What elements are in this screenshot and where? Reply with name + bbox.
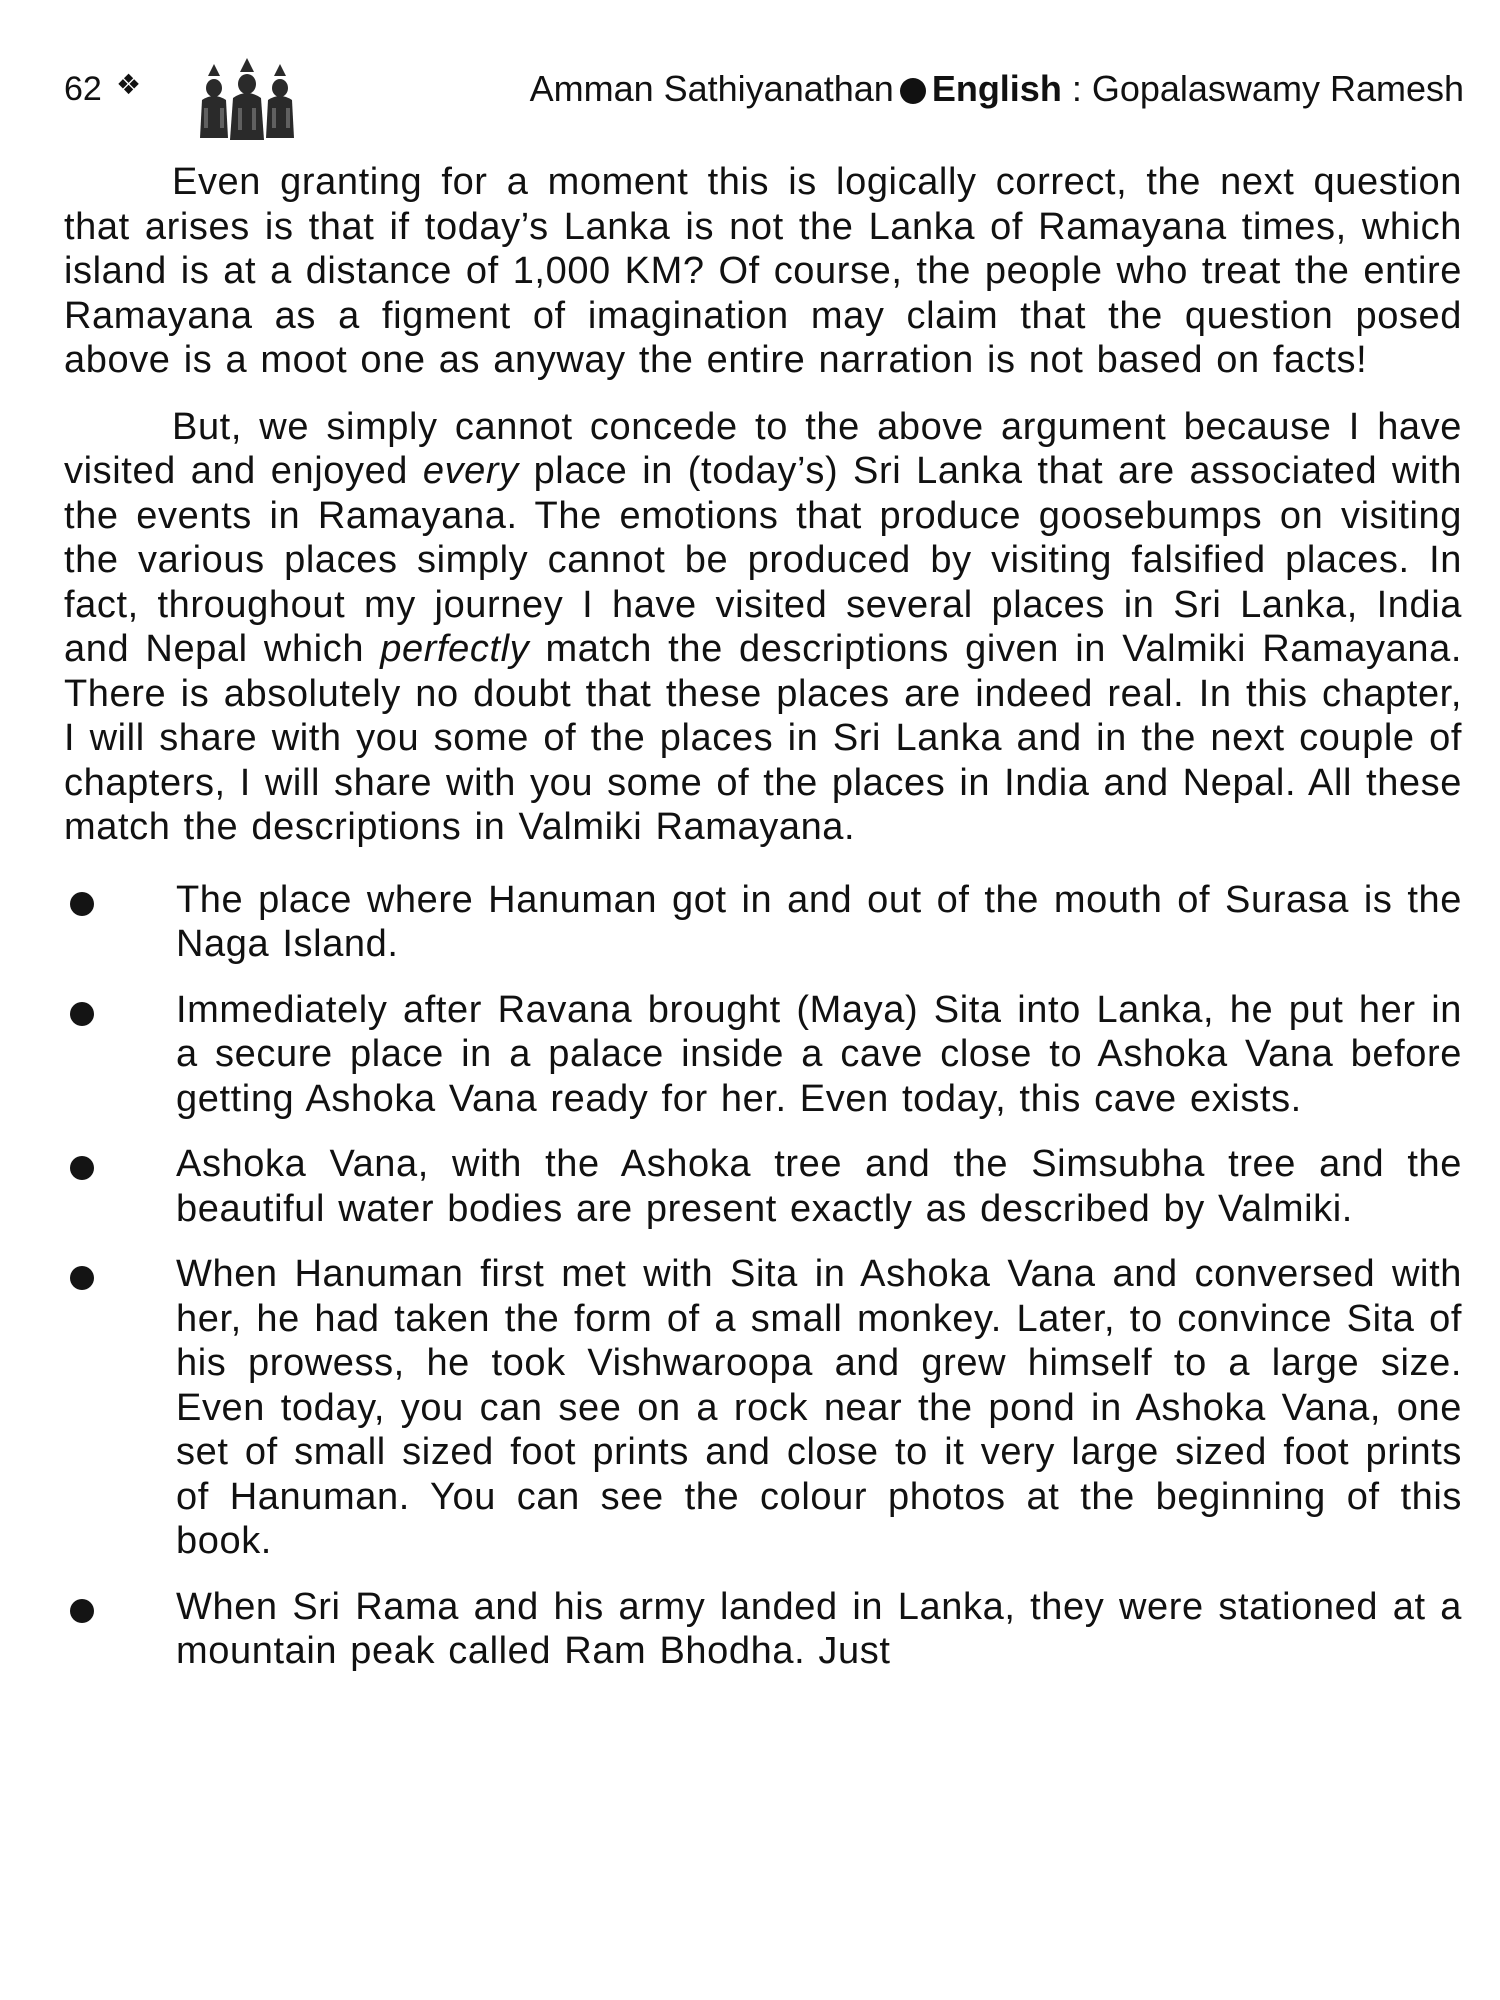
emphasis-perfectly: perfectly: [380, 628, 530, 670]
bullet-icon: [70, 1599, 94, 1623]
bullet-list: [64, 878, 1462, 1674]
language-label: English: [931, 68, 1062, 109]
bullet-icon: [70, 1156, 94, 1180]
ornament-icon: ❖: [116, 69, 142, 100]
bullet-icon: [70, 1002, 94, 1026]
list-item: When Hanuman first met with Sita in Ashoka Vana and conversed with her, he had taken the form of a small monkey. Later, to convince Sita of his prowess, he took Vishwaroopa and grew himself to a large size. Even today, you can see on a rock near the pond in Ashoka Vana, one set of small sized foot prints and close to it very large sized foot prints of Hanuman. You can see the colour photos at the beginning of this book.: [64, 1252, 1462, 1564]
deity-figures-emblem-icon: [192, 58, 302, 144]
bullet-icon: [70, 1266, 94, 1290]
paragraph: But, we simply cannot concede to the above argument because I have visited and enjoyed every place in (today’s) Sri Lanka that are associated with the events in Ramayana. The emotions that produce goosebumps on visiting the various places simply cannot be produced by visiting falsified places. In fact, throughout my journey I have visited several places in Sri Lanka, India and Nepal which perfectly match the descriptions given in Valmiki Ramayana. There is absolutely no doubt that these places are indeed real. In this chapter, I will share with you some of the places in Sri Lanka and in the next couple of chapters, I will share with you some of the places in India and Nepal. All these match the descriptions in Valmiki Ramayana.: [64, 405, 1462, 848]
author-name: Amman Sathiyanathan: [529, 68, 894, 109]
header-separator: :: [1061, 68, 1092, 109]
list-item: Ashoka Vana, with the Ashoka tree and the Simsubha tree and the beautiful water bodies are present exactly as described by Valmiki.: [64, 1142, 1462, 1231]
paragraph: Even granting for a moment this is logically correct, the next question that arises is that if today’s Lanka is not the Lanka of Ramayana times, which island is at a distance of 1,000 KM? Of course, the people who treat the entire Ramayana as a figment of imagination may claim that the question posed above is a moot one as anyway the entire narration is not based on facts!: [64, 161, 1462, 381]
list-item: Immediately after Ravana brought (Maya) Sita into Lanka, he put her in a secure place in a palace inside a cave close to Ashoka Vana before getting Ashoka Vana ready for her. Even today, this cave exists.: [64, 988, 1462, 1122]
page-number: 62: [64, 70, 102, 108]
emphasis-every: every: [422, 450, 519, 492]
translator-name: Gopalaswamy Ramesh: [1091, 68, 1464, 109]
separator-dot-icon: [900, 78, 926, 104]
running-head: [530, 68, 1464, 110]
bullet-icon: [70, 892, 94, 916]
list-item: When Sri Rama and his army landed in Lanka, they were stationed at a mountain peak called Ram Bhodha. Just: [64, 1585, 1462, 1674]
body-text: [64, 160, 1462, 1695]
list-item: The place where Hanuman got in and out of the mouth of Surasa is the Naga Island.: [64, 878, 1462, 967]
page-header: [64, 58, 1464, 148]
